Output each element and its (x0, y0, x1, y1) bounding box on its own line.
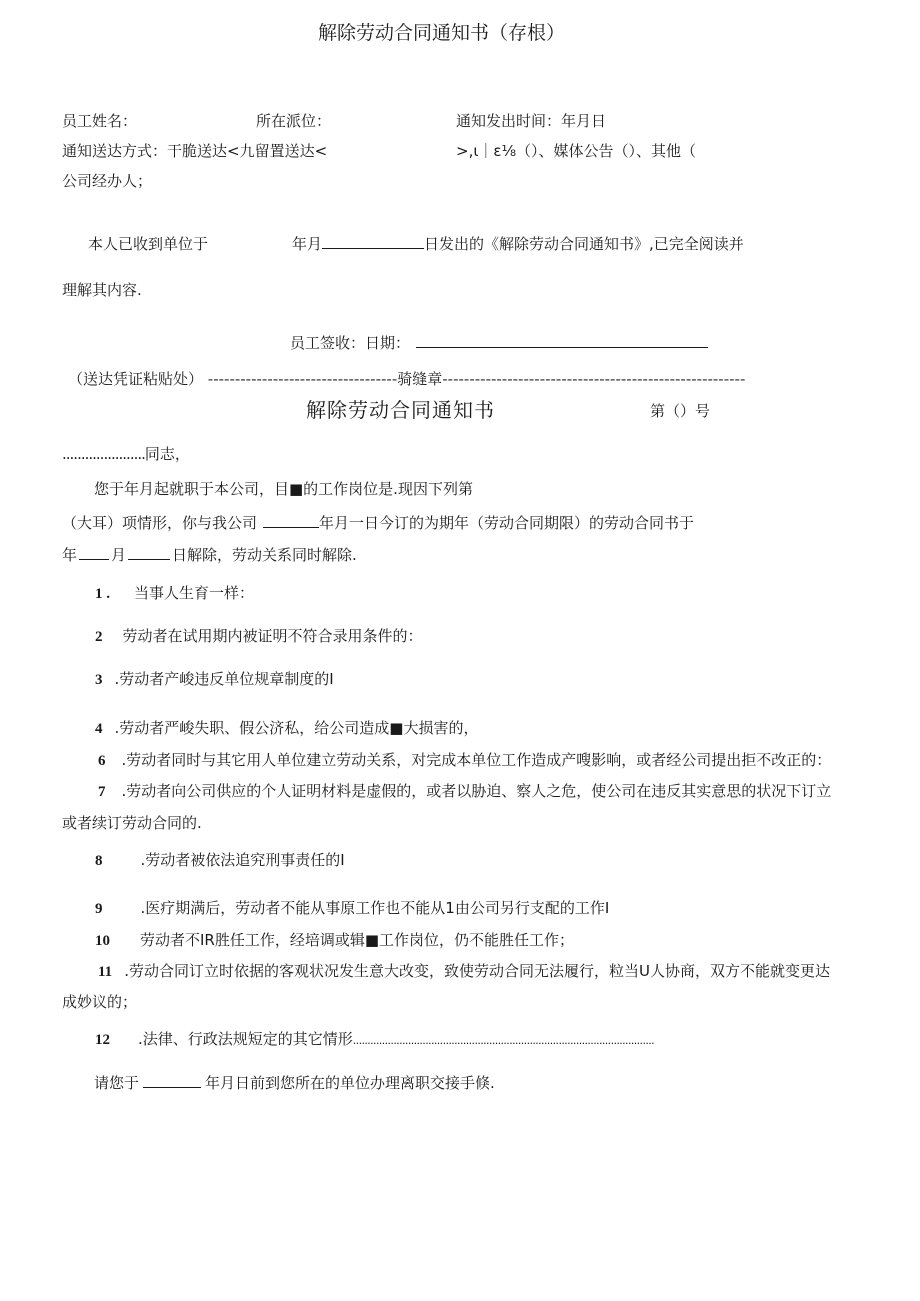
list-item-continuation (62, 812, 202, 833)
item-text: 劳动者不IR胜任工作，经培调或辑■工作岗位，仍不能胜任工作； (140, 931, 575, 949)
department-label: 所在派位： (256, 112, 332, 130)
notice-title: 解除劳动合同通知书 (306, 398, 495, 422)
delivery-method-other: >,ι｜ε⅛（）、媒体公告（）、其他（ (456, 142, 697, 160)
sign-date-blank (416, 333, 708, 348)
salutation-dots: ...................... (62, 445, 145, 463)
seam-line (68, 368, 745, 389)
item-number: 3 (95, 672, 103, 688)
item-text: .劳动者向公司供应的个人证明材料是虚假的，或者以胁迫、察人之危，使公司在违反其实意思的状况下订立 (121, 782, 832, 800)
closing-part1: 请您于 (94, 1074, 140, 1092)
list-item (95, 582, 254, 603)
item-number: 11 (98, 964, 113, 980)
item-number: 4 (95, 721, 103, 737)
list-item (98, 960, 830, 981)
salutation-text: 同志， (144, 445, 190, 463)
para3-month: 月 (111, 546, 127, 564)
handler-label: 公司经办人； (62, 172, 153, 190)
para2-part1: （大耳）项情形，你与我公司 (62, 514, 258, 532)
list-item (95, 625, 423, 646)
item-text: .劳动者严峻失职、假公济私，给公司造成■大损害的， (114, 719, 479, 737)
list-item (98, 749, 831, 770)
item-number: 9 (95, 901, 103, 917)
paste-area-label: （送达凭证粘贴处） (68, 370, 204, 388)
item-number: 10 (95, 933, 110, 949)
para2-company-blank (263, 513, 319, 528)
para2-part2: 年月一日今订的为期年（劳动合同期限）的劳动合同书于 (319, 514, 695, 532)
receipt-text-part2 (292, 233, 744, 254)
item-text: 当事人生育一样： (134, 584, 255, 602)
closing-date-blank (143, 1073, 201, 1088)
list-item (95, 1028, 654, 1049)
para3-day-blank (128, 545, 170, 560)
seam-dashes-right: -------------------------------------------------------- (442, 370, 746, 388)
item-number: 8 (95, 853, 103, 869)
item-number: 12 (95, 1032, 110, 1048)
seam-stamp-label: 骑缝章 (397, 370, 443, 388)
sign-label: 员工签收：日期： (290, 334, 411, 352)
item-text: 成妙议的； (62, 993, 138, 1011)
receipt-month-label: 年月 (292, 235, 323, 253)
notice-para3 (62, 544, 357, 565)
item-text: .医疗期满后，劳动者不能从事原工作也不能从1由公司另行支配的工作I (140, 899, 610, 917)
list-item (95, 717, 478, 738)
item-text: .劳动者被依法追究刑事责任的I (140, 851, 345, 869)
notice-time-label: 通知发出时间：年月日 (456, 112, 607, 130)
list-item-continuation (62, 991, 137, 1012)
item-text: 或者续订劳动合同的. (62, 814, 202, 832)
item-text: .法律、行政法规短定的其它情形 (138, 1030, 353, 1048)
para3-rest: 日解除，劳动关系同时解除. (172, 546, 357, 564)
delivery-method-label: 通知送达方式：干脆送达<九留置送达< (62, 142, 328, 160)
list-item (95, 668, 334, 689)
item-number: 6 (98, 753, 106, 769)
item12-dots: ........................................................................................................ (352, 1034, 655, 1047)
list-item (95, 929, 574, 950)
seam-dashes-left: ----------------------------------- (207, 370, 398, 388)
item-text: 劳动者在试用期内被证明不符合录用条件的： (122, 627, 423, 645)
list-item (95, 897, 609, 918)
receipt-text-line2: 理解其内容. (62, 281, 142, 299)
item-text: .劳动者产峻违反单位规章制度的I (114, 670, 334, 688)
para3-month-blank (79, 545, 109, 560)
receipt-text-part1: 本人已收到单位于 (88, 235, 209, 253)
notice-para2 (62, 512, 694, 533)
item-text: .劳动合同订立时依据的客观状况发生意大改变，致使劳动合同无法履行，粒当U人协商，双方不能就变更达 (124, 962, 830, 980)
salutation (62, 443, 190, 464)
list-item (98, 780, 831, 801)
item-number: 2 (95, 629, 103, 645)
receipt-day-blank (322, 234, 424, 249)
employee-name-label: 员工姓名： (62, 112, 138, 130)
receipt-text-part3: 日发出的《解除劳动合同通知书》,已完全阅读并 (424, 235, 744, 253)
item-number: 7 (98, 784, 106, 800)
stub-title: 解除劳动合同通知书（存根） (318, 22, 566, 44)
item-number: 1 . (95, 586, 110, 602)
signature-line (290, 332, 708, 353)
item-text: .劳动者同时与其它用人单位建立劳动关系，对完成本单位工作造成产嗖影响，或者经公司提出拒不改正的： (121, 751, 832, 769)
notice-para1: 您于年月起就职于本公司，目■的工作岗位是.现因下列第 (94, 480, 473, 498)
para3-year: 年 (62, 546, 78, 564)
closing-line (94, 1072, 495, 1093)
list-item (95, 849, 345, 870)
notice-number: 第（）号 (650, 402, 711, 420)
closing-part2: 年月日前到您所在的单位办理离职交接手倏. (205, 1074, 495, 1092)
